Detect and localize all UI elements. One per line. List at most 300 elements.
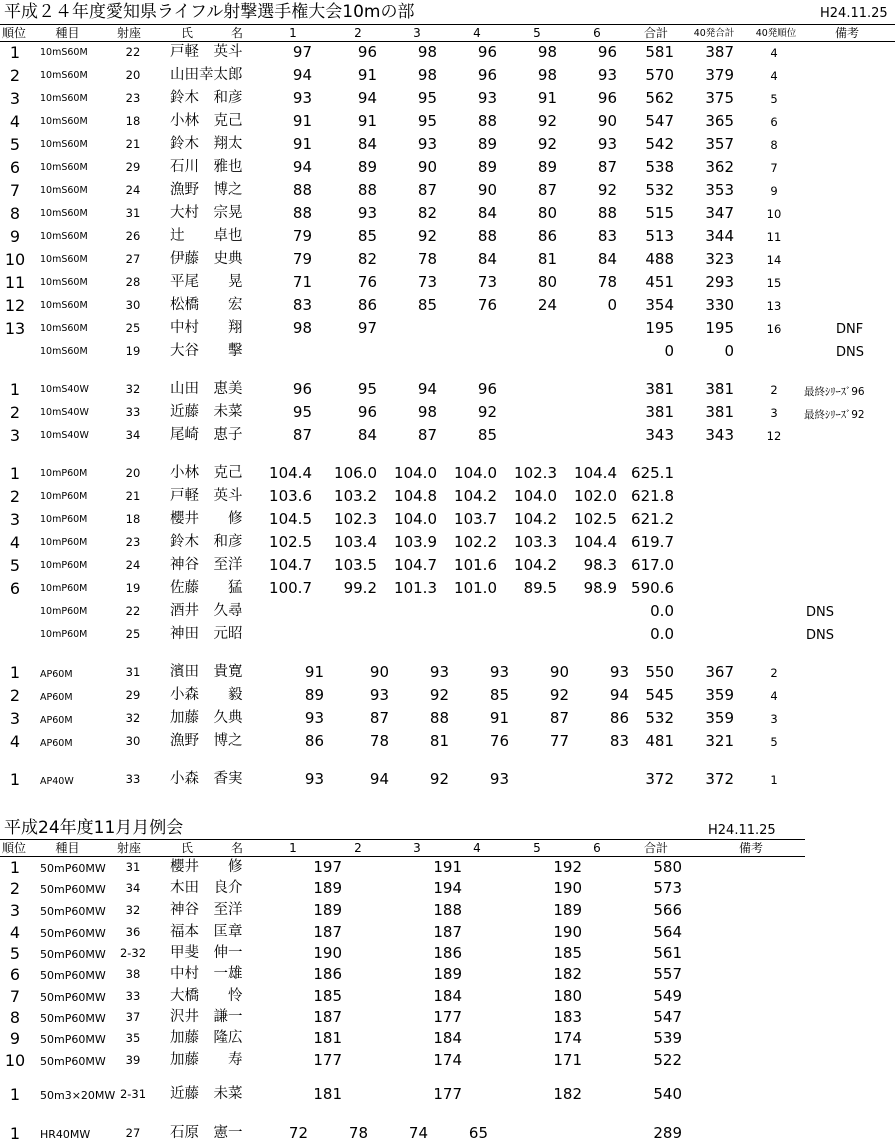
event-header-2: 種目 bbox=[55, 841, 80, 855]
total-cell: 621.8 bbox=[631, 487, 674, 505]
total-header-2: 合計 bbox=[643, 841, 668, 855]
total40-cell: 359 bbox=[705, 709, 734, 727]
series-score-5: 90 bbox=[549, 663, 569, 681]
series-score-3: 104.8 bbox=[394, 487, 437, 505]
total40-cell: 344 bbox=[705, 227, 734, 245]
seat-cell: 20 bbox=[125, 68, 141, 82]
series-3-header: 3 bbox=[413, 26, 421, 40]
series-score-3: 82 bbox=[417, 204, 437, 222]
remarks-cell: DNF bbox=[836, 322, 864, 337]
total40-cell: 375 bbox=[705, 89, 734, 107]
series-score-4: 93 bbox=[489, 770, 509, 788]
series-2-header-2: 2 bbox=[354, 841, 362, 855]
rank-cell: 2 bbox=[9, 403, 21, 422]
total-cell: 625.1 bbox=[631, 464, 674, 482]
series-score-2-2: 186 bbox=[433, 944, 462, 962]
series-score-2: 93 bbox=[357, 204, 377, 222]
rank-cell: 6 bbox=[9, 579, 21, 598]
series-score-6: 87 bbox=[597, 158, 617, 176]
series-score-4: 102.2 bbox=[454, 533, 497, 551]
series-score-4: 89 bbox=[477, 158, 497, 176]
series-1-header: 1 bbox=[289, 26, 297, 40]
series-score-2-2: 78 bbox=[348, 1124, 368, 1142]
event-cell: 10mP60M bbox=[40, 514, 88, 525]
rank-cell: 2 bbox=[9, 686, 21, 705]
total-cell: 538 bbox=[645, 158, 674, 176]
section-date: H24.11.25 bbox=[820, 6, 888, 21]
shooter-name-2: 神谷 至洋 bbox=[170, 902, 243, 918]
event-cell: 10mS60M bbox=[40, 277, 88, 288]
event-cell: 10mS60M bbox=[40, 323, 88, 334]
shooter-name: 中村 翔 bbox=[170, 320, 243, 336]
series-score-2-1: 189 bbox=[313, 901, 342, 919]
rank-cell: 9 bbox=[9, 227, 21, 246]
seat-cell: 21 bbox=[125, 137, 141, 151]
series-score-1: 93 bbox=[304, 709, 324, 727]
seat-cell: 25 bbox=[125, 627, 141, 641]
seat-cell-2: 39 bbox=[125, 1053, 141, 1067]
total-cell: 372 bbox=[645, 770, 674, 788]
seat-cell-2: 38 bbox=[125, 967, 141, 981]
series-score-2-2: 184 bbox=[433, 987, 462, 1005]
total40-cell: 365 bbox=[705, 112, 734, 130]
event-cell: 10mP60M bbox=[40, 491, 88, 502]
series-score-4: 93 bbox=[489, 663, 509, 681]
event-cell: 10mP60M bbox=[40, 560, 88, 571]
rule-line bbox=[0, 41, 895, 42]
series-score-3: 93 bbox=[429, 663, 449, 681]
series-score-5: 89.5 bbox=[523, 579, 557, 597]
remarks-header: 備考 bbox=[834, 26, 859, 40]
rank40-cell: 14 bbox=[766, 253, 782, 267]
series-score-1: 104.7 bbox=[269, 556, 312, 574]
total-cell: 581 bbox=[645, 43, 674, 61]
series-score-5: 80 bbox=[537, 273, 557, 291]
series-score-2-2: 189 bbox=[433, 965, 462, 983]
series-score-1: 86 bbox=[304, 732, 324, 750]
event-cell-2: 50mP60MW bbox=[40, 883, 106, 896]
rank-cell-2: 7 bbox=[9, 987, 21, 1006]
total-cell-2: 566 bbox=[653, 901, 682, 919]
rank40-cell: 4 bbox=[770, 46, 778, 60]
series-score-3: 90 bbox=[417, 158, 437, 176]
series-score-3: 98 bbox=[417, 43, 437, 61]
event-cell: 10mP60M bbox=[40, 629, 88, 640]
seat-cell: 27 bbox=[125, 252, 141, 266]
series-score-2-3: 189 bbox=[553, 901, 582, 919]
rank-cell: 3 bbox=[9, 709, 21, 728]
seat-cell: 24 bbox=[125, 558, 141, 572]
series-score-3: 92 bbox=[417, 227, 437, 245]
series-score-3: 78 bbox=[417, 250, 437, 268]
seat-cell: 22 bbox=[125, 45, 141, 59]
series-score-4: 88 bbox=[477, 227, 497, 245]
rank-cell: 13 bbox=[4, 319, 26, 338]
series-score-2-1: 181 bbox=[313, 1029, 342, 1047]
series-score-4: 73 bbox=[477, 273, 497, 291]
rank40-cell: 15 bbox=[766, 276, 782, 290]
rank-cell: 6 bbox=[9, 158, 21, 177]
seat-cell: 23 bbox=[125, 91, 141, 105]
series-score-2-1: 187 bbox=[313, 923, 342, 941]
total-cell-2: 561 bbox=[653, 944, 682, 962]
seat-cell-2: 2-31 bbox=[119, 1087, 147, 1101]
rank-cell: 4 bbox=[9, 112, 21, 131]
series-score-6: 98.9 bbox=[583, 579, 617, 597]
shooter-name-2: 中村 一雄 bbox=[170, 966, 243, 982]
name-header-b-2: 名 bbox=[230, 841, 243, 855]
series-score-2-3: 180 bbox=[553, 987, 582, 1005]
series-score-1: 91 bbox=[292, 135, 312, 153]
series-score-1: 89 bbox=[304, 686, 324, 704]
total-cell: 0.0 bbox=[650, 602, 674, 620]
rank-cell: 7 bbox=[9, 181, 21, 200]
total-cell: 0 bbox=[664, 342, 674, 360]
series-score-3: 104.0 bbox=[394, 510, 437, 528]
event-cell: 10mS40W bbox=[40, 384, 89, 395]
remarks-cell: 最終ｼﾘｰｽﾞ96 bbox=[804, 386, 865, 398]
rank40-cell: 5 bbox=[770, 92, 778, 106]
series-score-6: 90 bbox=[597, 112, 617, 130]
name-header-a: 氏 bbox=[180, 26, 193, 40]
series-score-4: 84 bbox=[477, 250, 497, 268]
shooter-name-2: 近藤 未菜 bbox=[170, 1086, 243, 1102]
shooter-name: 鈴木 和彦 bbox=[170, 90, 243, 106]
total-cell: 515 bbox=[645, 204, 674, 222]
series-score-2: 76 bbox=[357, 273, 377, 291]
event-cell: 10mP60M bbox=[40, 606, 88, 617]
series-score-1: 103.6 bbox=[269, 487, 312, 505]
series-score-1: 91 bbox=[292, 112, 312, 130]
seat-cell: 33 bbox=[125, 405, 141, 419]
rank-cell-2: 1 bbox=[9, 858, 21, 877]
event-cell-2: 50mP60MW bbox=[40, 1033, 106, 1046]
series-score-3: 94 bbox=[417, 380, 437, 398]
total-cell: 570 bbox=[645, 66, 674, 84]
series-score-2: 82 bbox=[357, 250, 377, 268]
total40-cell: 0 bbox=[724, 342, 734, 360]
series-score-3: 93 bbox=[417, 135, 437, 153]
total-cell: 542 bbox=[645, 135, 674, 153]
series-score-2: 97 bbox=[357, 319, 377, 337]
series-score-5: 91 bbox=[537, 89, 557, 107]
series-score-4: 76 bbox=[489, 732, 509, 750]
remarks-cell: DNS bbox=[836, 345, 864, 360]
series-score-3: 88 bbox=[429, 709, 449, 727]
rank-cell-2: 1 bbox=[9, 1124, 21, 1143]
series-score-1: 88 bbox=[292, 204, 312, 222]
event-cell: 10mP60M bbox=[40, 537, 88, 548]
series-score-6: 98.3 bbox=[583, 556, 617, 574]
rank40-cell: 2 bbox=[770, 666, 778, 680]
rank-cell: 1 bbox=[9, 770, 21, 789]
total40-cell: 293 bbox=[705, 273, 734, 291]
series-score-1: 87 bbox=[292, 426, 312, 444]
name-header-b: 名 bbox=[230, 26, 243, 40]
series-score-2-1: 186 bbox=[313, 965, 342, 983]
rank-cell: 2 bbox=[9, 487, 21, 506]
series-score-1: 100.7 bbox=[269, 579, 312, 597]
shooter-name: 小森 毅 bbox=[170, 687, 243, 703]
series-score-5: 87 bbox=[537, 181, 557, 199]
seat-cell-2: 33 bbox=[125, 989, 141, 1003]
rank40-cell: 1 bbox=[770, 773, 778, 787]
series-score-3: 85 bbox=[417, 296, 437, 314]
shooter-name: 漁野 博之 bbox=[170, 733, 243, 749]
shooter-name: 佐藤 猛 bbox=[170, 580, 243, 596]
section-date-2: H24.11.25 bbox=[708, 823, 776, 838]
series-score-2-3: 183 bbox=[553, 1008, 582, 1026]
rank-cell: 1 bbox=[9, 464, 21, 483]
rank40-cell: 6 bbox=[770, 115, 778, 129]
series-score-2-1: 181 bbox=[313, 1085, 342, 1103]
shooter-name-2: 甲斐 伸一 bbox=[170, 945, 243, 961]
rank40-cell: 10 bbox=[766, 207, 782, 221]
shooter-name: 小林 克己 bbox=[170, 465, 243, 481]
series-score-4: 89 bbox=[477, 135, 497, 153]
total-cell: 354 bbox=[645, 296, 674, 314]
rank40-cell: 7 bbox=[770, 161, 778, 175]
total40-cell: 381 bbox=[705, 403, 734, 421]
series-score-5: 92 bbox=[549, 686, 569, 704]
series-score-1: 93 bbox=[292, 89, 312, 107]
event-cell-2: 50mP60MW bbox=[40, 991, 106, 1004]
series-score-5: 24 bbox=[537, 296, 557, 314]
total40-cell: 387 bbox=[705, 43, 734, 61]
series-score-4: 84 bbox=[477, 204, 497, 222]
series-score-2-3: 190 bbox=[553, 923, 582, 941]
event-cell: 10mS60M bbox=[40, 208, 88, 219]
series-score-2: 96 bbox=[357, 43, 377, 61]
total-header: 合計 bbox=[643, 26, 668, 40]
series-score-2: 86 bbox=[357, 296, 377, 314]
event-cell: AP60M bbox=[40, 738, 73, 749]
series-score-5: 102.3 bbox=[514, 464, 557, 482]
series-score-1: 104.4 bbox=[269, 464, 312, 482]
seat-cell: 32 bbox=[125, 382, 141, 396]
series-score-3: 73 bbox=[417, 273, 437, 291]
shooter-name: 小森 香実 bbox=[170, 771, 243, 787]
total40-cell: 323 bbox=[705, 250, 734, 268]
remarks-cell: 最終ｼﾘｰｽﾞ92 bbox=[804, 409, 865, 421]
rank-cell: 5 bbox=[9, 135, 21, 154]
series-score-2-1: 187 bbox=[313, 1008, 342, 1026]
rank-cell-2: 3 bbox=[9, 901, 21, 920]
series-score-4: 93 bbox=[477, 89, 497, 107]
rule-line bbox=[0, 839, 805, 840]
rank-cell: 1 bbox=[9, 380, 21, 399]
shooter-name: 戸軽 英斗 bbox=[170, 44, 243, 60]
series-score-1: 93 bbox=[304, 770, 324, 788]
series-score-2: 103.5 bbox=[334, 556, 377, 574]
shooter-name-2: 木田 良介 bbox=[170, 880, 243, 896]
series-score-2: 96 bbox=[357, 403, 377, 421]
series-score-6: 88 bbox=[597, 204, 617, 222]
series-score-5: 89 bbox=[537, 158, 557, 176]
series-score-2: 103.4 bbox=[334, 533, 377, 551]
total40-cell: 330 bbox=[705, 296, 734, 314]
series-score-1: 71 bbox=[292, 273, 312, 291]
shooter-name-2: 石原 憲一 bbox=[170, 1125, 243, 1141]
seat-cell: 32 bbox=[125, 711, 141, 725]
rank-cell: 8 bbox=[9, 204, 21, 223]
series-score-4: 90 bbox=[477, 181, 497, 199]
series-score-6: 102.0 bbox=[574, 487, 617, 505]
series-score-4: 103.7 bbox=[454, 510, 497, 528]
series-score-6: 93 bbox=[597, 135, 617, 153]
series-score-3: 92 bbox=[429, 770, 449, 788]
series-score-5: 81 bbox=[537, 250, 557, 268]
shooter-name: 尾崎 恵子 bbox=[170, 427, 243, 443]
rank-cell-2: 5 bbox=[9, 944, 21, 963]
shooter-name: 山田 恵美 bbox=[170, 381, 243, 397]
series-score-2-3: 74 bbox=[408, 1124, 428, 1142]
series-score-1: 94 bbox=[292, 158, 312, 176]
rank-cell: 11 bbox=[4, 273, 26, 292]
seat-cell: 19 bbox=[125, 581, 141, 595]
series-score-2-3: 192 bbox=[553, 858, 582, 876]
total40-cell: 362 bbox=[705, 158, 734, 176]
series-score-4: 96 bbox=[477, 66, 497, 84]
shooter-name: 近藤 未菜 bbox=[170, 404, 243, 420]
seat-cell: 31 bbox=[125, 665, 141, 679]
rank-cell: 5 bbox=[9, 556, 21, 575]
shooter-name-2: 櫻井 修 bbox=[170, 859, 243, 875]
rank-cell: 1 bbox=[9, 43, 21, 62]
series-score-1: 91 bbox=[304, 663, 324, 681]
rank-cell: 3 bbox=[9, 89, 21, 108]
series-score-5: 104.2 bbox=[514, 510, 557, 528]
event-cell: 10mS60M bbox=[40, 231, 88, 242]
series-score-2: 91 bbox=[357, 66, 377, 84]
event-cell: AP60M bbox=[40, 692, 73, 703]
series-score-2: 95 bbox=[357, 380, 377, 398]
section-title: 平成２４年度愛知県ライフル射撃選手権大会10mの部 bbox=[4, 2, 415, 22]
series-score-6: 102.5 bbox=[574, 510, 617, 528]
series-score-2: 85 bbox=[357, 227, 377, 245]
series-score-2: 106.0 bbox=[334, 464, 377, 482]
series-score-2-2: 177 bbox=[433, 1085, 462, 1103]
total40-cell: 195 bbox=[705, 319, 734, 337]
series-score-2-3: 174 bbox=[553, 1029, 582, 1047]
rank40-cell: 16 bbox=[766, 322, 782, 336]
series-score-5: 98 bbox=[537, 43, 557, 61]
series-score-2-3: 185 bbox=[553, 944, 582, 962]
total40-cell: 381 bbox=[705, 380, 734, 398]
series-score-6: 78 bbox=[597, 273, 617, 291]
total40-cell: 321 bbox=[705, 732, 734, 750]
series-score-2: 89 bbox=[357, 158, 377, 176]
series-score-2: 90 bbox=[369, 663, 389, 681]
series-score-5: 98 bbox=[537, 66, 557, 84]
series-score-1: 96 bbox=[292, 380, 312, 398]
series-score-3: 87 bbox=[417, 426, 437, 444]
event-cell-2: HR40MW bbox=[40, 1128, 91, 1141]
series-score-5: 87 bbox=[549, 709, 569, 727]
seat-cell-2: 2-32 bbox=[119, 946, 147, 960]
series-score-6: 93 bbox=[609, 663, 629, 681]
series-score-2-2: 177 bbox=[433, 1008, 462, 1026]
remarks-header-2: 備考 bbox=[738, 841, 763, 855]
section-title-2: 平成24年度11月月例会 bbox=[4, 818, 184, 838]
name-header-a-2: 氏 bbox=[180, 841, 193, 855]
rank-cell-2: 2 bbox=[9, 879, 21, 898]
seat-cell-2: 31 bbox=[125, 860, 141, 874]
event-cell: 10mS60M bbox=[40, 116, 88, 127]
series-score-2: 88 bbox=[357, 181, 377, 199]
total-cell-2: 289 bbox=[653, 1124, 682, 1142]
seat-cell: 21 bbox=[125, 489, 141, 503]
series-score-6: 0 bbox=[607, 296, 617, 314]
total40-cell: 372 bbox=[705, 770, 734, 788]
event-cell: 10mS60M bbox=[40, 162, 88, 173]
total-cell: 195 bbox=[645, 319, 674, 337]
total-cell-2: 580 bbox=[653, 858, 682, 876]
series-5-header: 5 bbox=[533, 26, 541, 40]
total-cell: 545 bbox=[645, 686, 674, 704]
event-cell-2: 50mP60MW bbox=[40, 1055, 106, 1068]
series-score-1: 79 bbox=[292, 227, 312, 245]
series-score-4: 104.2 bbox=[454, 487, 497, 505]
event-cell: 10mS60M bbox=[40, 300, 88, 311]
rank-cell: 4 bbox=[9, 732, 21, 751]
rank-cell: 12 bbox=[4, 296, 26, 315]
shooter-name-2: 福本 匡章 bbox=[170, 924, 243, 940]
total-cell-2: 540 bbox=[653, 1085, 682, 1103]
series-score-6: 104.4 bbox=[574, 533, 617, 551]
series-score-4: 76 bbox=[477, 296, 497, 314]
shooter-name: 戸軽 英斗 bbox=[170, 488, 243, 504]
series-score-4: 85 bbox=[489, 686, 509, 704]
rank40-cell: 3 bbox=[770, 406, 778, 420]
seat-cell: 23 bbox=[125, 535, 141, 549]
series-score-6: 93 bbox=[597, 66, 617, 84]
total40-cell: 347 bbox=[705, 204, 734, 222]
series-score-2: 102.3 bbox=[334, 510, 377, 528]
rank-cell-2: 10 bbox=[4, 1051, 26, 1070]
shooter-name: 伊藤 史典 bbox=[170, 251, 243, 267]
seat-cell-2: 32 bbox=[125, 903, 141, 917]
series-score-1: 95 bbox=[292, 403, 312, 421]
series-score-2: 94 bbox=[357, 89, 377, 107]
series-score-2: 103.2 bbox=[334, 487, 377, 505]
event-header: 種目 bbox=[55, 26, 80, 40]
series-score-4: 88 bbox=[477, 112, 497, 130]
shooter-name: 酒井 久尋 bbox=[170, 603, 243, 619]
rank40-cell: 8 bbox=[770, 138, 778, 152]
total-cell-2: 549 bbox=[653, 987, 682, 1005]
total-cell-2: 573 bbox=[653, 879, 682, 897]
shooter-name: 山田幸太郎 bbox=[170, 67, 243, 83]
series-score-2-2: 187 bbox=[433, 923, 462, 941]
total40-cell: 367 bbox=[705, 663, 734, 681]
series-score-3: 95 bbox=[417, 112, 437, 130]
series-score-1: 102.5 bbox=[269, 533, 312, 551]
series-score-4: 91 bbox=[489, 709, 509, 727]
series-score-3: 103.9 bbox=[394, 533, 437, 551]
series-score-2-4: 65 bbox=[468, 1124, 488, 1142]
series-score-2: 91 bbox=[357, 112, 377, 130]
series-4-header: 4 bbox=[473, 26, 481, 40]
series-score-2-2: 194 bbox=[433, 879, 462, 897]
series-6-header: 6 bbox=[593, 26, 601, 40]
series-score-3: 98 bbox=[417, 403, 437, 421]
series-score-2-1: 177 bbox=[313, 1051, 342, 1069]
shooter-name: 平尾 晃 bbox=[170, 274, 243, 290]
series-score-3: 95 bbox=[417, 89, 437, 107]
series-score-5: 92 bbox=[537, 112, 557, 130]
total-cell: 532 bbox=[645, 181, 674, 199]
